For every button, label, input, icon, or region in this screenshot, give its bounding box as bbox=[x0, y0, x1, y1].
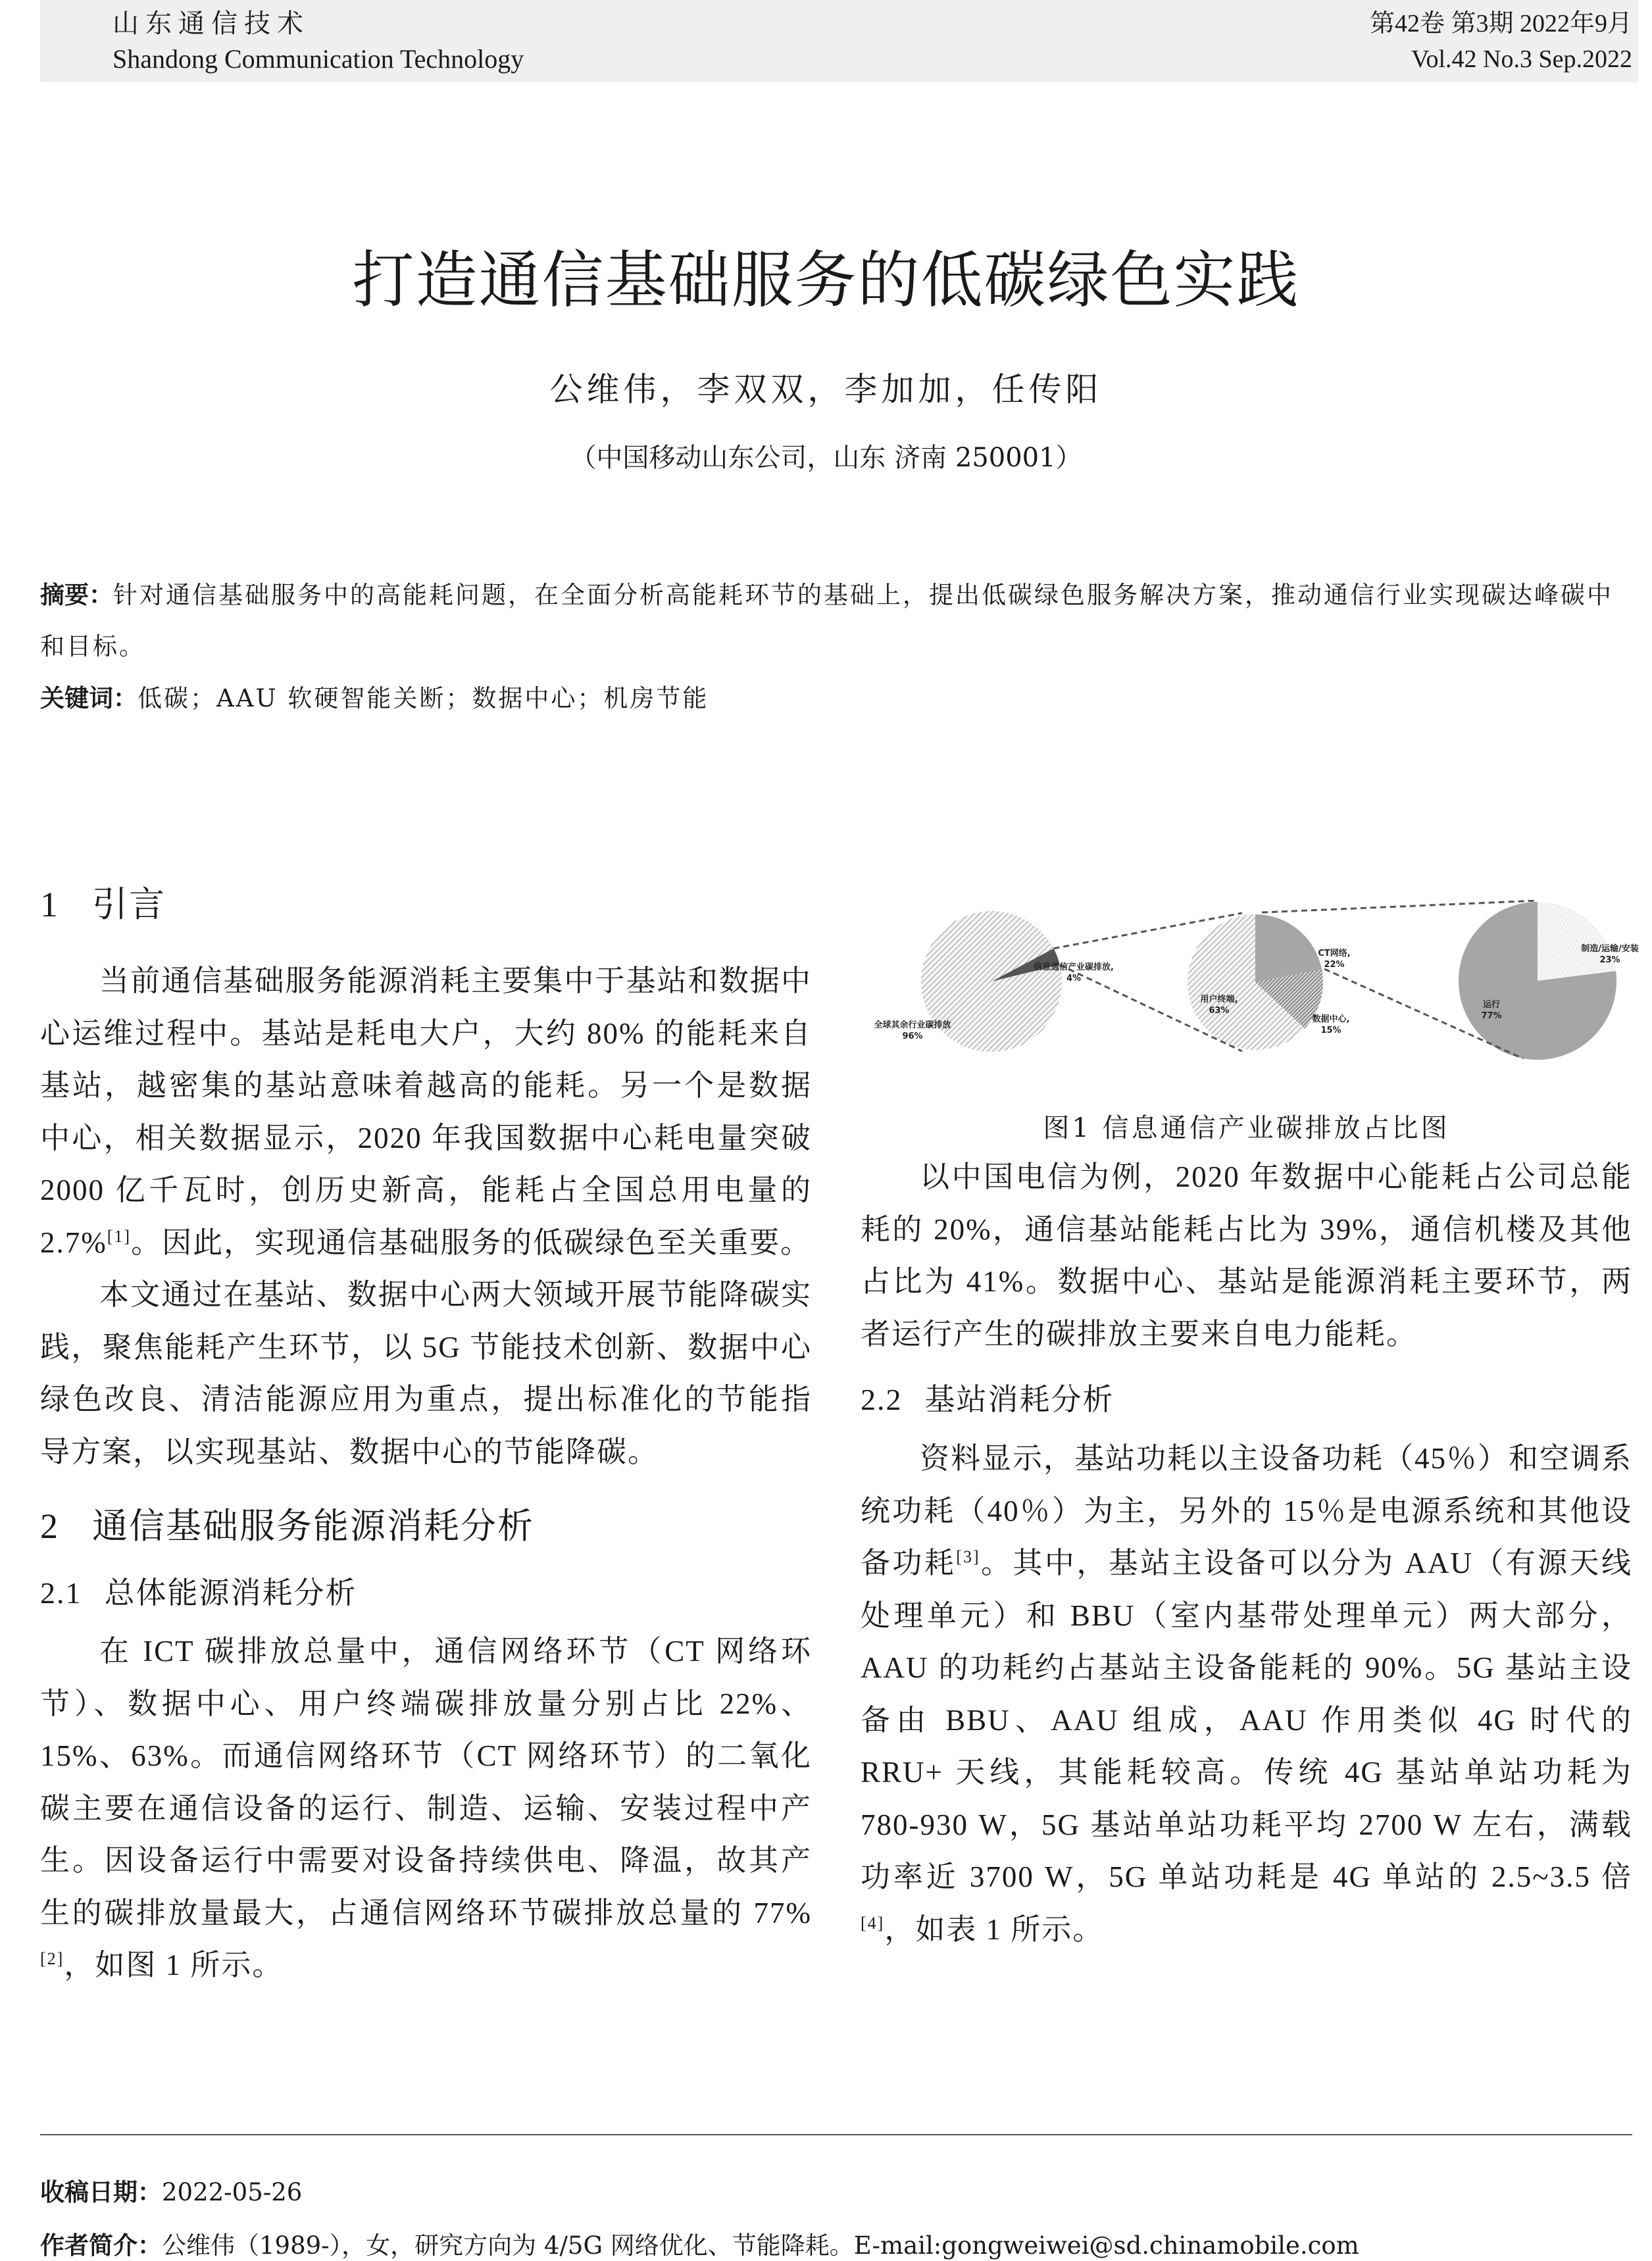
paper-title: 打造通信基础服务的低碳绿色实践 bbox=[352, 245, 1300, 316]
issue-en: Vol.42 No.3 Sep.2022 bbox=[1411, 45, 1632, 73]
section-number: 1 bbox=[40, 885, 59, 924]
text: 在 ICT 碳排放总量中，通信网络环节（CT 网络环节）、数据中心、用户终端碳排放量分别占比 22%、15%、63%。而通信网络环节（CT 网络环节）的二氧化碳主要在通信设备的运行、制造、运输、安装过程中产生。因设备运行中需要对设备持续供电、降温，故其产生的碳排放量最大，占通信网络环节碳排放总量的 77% bbox=[40, 1635, 812, 1929]
section-2-1-heading bbox=[40, 1566, 812, 1626]
affiliation: （中国移动山东公司，山东 济南 250001） bbox=[570, 443, 1082, 473]
citation: [2] bbox=[40, 1949, 64, 1968]
bio-text: 公维伟（1989-），女，研究方向为 4/5G 网络优化、节能降耗。E-mail:gongweiwei@sd.chinamobile.com bbox=[162, 2231, 1359, 2260]
slice-value-label: 96% bbox=[902, 1031, 923, 1041]
slice-name-label: 全球其余行业碳排放 bbox=[874, 1020, 951, 1030]
left-column bbox=[40, 875, 812, 1992]
section-2-2-heading bbox=[861, 1366, 1632, 1433]
abstract-label: 摘要： bbox=[40, 581, 113, 609]
abstract bbox=[40, 570, 1632, 672]
slice-name-label: 数据中心, bbox=[1312, 1014, 1350, 1024]
figure-caption: 图1 信息通信产业碳排放占比图 bbox=[1043, 1113, 1450, 1143]
slice-name-label: 制造/运输/安装 bbox=[1581, 944, 1639, 954]
abstract-text: 针对通信基础服务中的高能耗问题，在全面分析高能耗环节的基础上，提出低碳绿色服务解决方案，推动通信行业实现碳达峰碳中和目标。 bbox=[40, 581, 1613, 660]
figure-1-pie-charts bbox=[855, 882, 1645, 1092]
text: ，如表 1 所示。 bbox=[884, 1912, 1104, 1946]
section-1-heading bbox=[40, 875, 812, 955]
paragraph bbox=[40, 955, 812, 1269]
pie-slice bbox=[1538, 902, 1616, 981]
text: 当前通信基础服务能源消耗主要集中于基站和数据中心运维过程中。基站是耗电大户，大约 80% 的能耗来自基站，越密集的基站意味着越高的能耗。另一个是数据中心，相关数据显示，2020 年我国数据中心耗电量突破 2000 亿千瓦时，创历史新高，能耗占全国总用电量的 2.7% bbox=[40, 964, 812, 1259]
slice-value-label: 77% bbox=[1481, 1011, 1502, 1021]
connector-line bbox=[1262, 901, 1538, 912]
section-number: 2 bbox=[40, 1506, 59, 1546]
paragraph: 本文通过在基站、数据中心两大领域开展节能降碳实践，聚焦能耗产生环节，以 5G 节能技术创新、数据中心绿色改良、清洁能源应用为重点，提出标准化的节能指导方案，以实现基站、数据中心的节能降碳。 bbox=[40, 1278, 812, 1468]
paragraph: 以中国电信为例，2020 年数据中心能耗占公司总能耗的 20%，通信基站能耗占比为 39%，通信机楼及其他占比为 41%。数据中心、基站是能源消耗主要环节，两者运行产生的碳排放主要来自电力能耗。 bbox=[861, 1160, 1632, 1351]
slice-value-label: 63% bbox=[1209, 1006, 1230, 1016]
section-number: 2.2 bbox=[861, 1383, 903, 1416]
text: 。其中，基站主设备可以分为 AAU（有源天线处理单元）和 BBU（室内基带处理单元）两大部分，AAU 的功耗约占基站主设备能耗的 90%。5G 基站主设备由 BBU、AAU 组成，AAU 作用类似 4G 时代的 RRU+ 天线，其能耗较高。传统 4G 基站单站功耗为 780-930 W，5G 基站单站功耗平均 2700 W 左右，满载功率近 3700 W，5G 单站功耗是 4G 单站的 2.5~3.5 倍 bbox=[861, 1547, 1632, 1893]
text: 。因此，实现通信基础服务的低碳绿色至关重要。 bbox=[131, 1226, 812, 1259]
journal-name-cn: 山 东 通 信 技 术 bbox=[113, 9, 303, 38]
slice-name-label: 信息通信产业碳排放, bbox=[1034, 962, 1114, 972]
section-number: 2.1 bbox=[40, 1576, 82, 1610]
issue-cn: 第42卷 第3期 2022年9月 bbox=[1369, 10, 1632, 37]
footnote-divider bbox=[40, 2134, 1632, 2135]
journal-header bbox=[40, 0, 1639, 82]
citation: [1] bbox=[107, 1226, 132, 1246]
received-label: 收稿日期： bbox=[40, 2178, 162, 2206]
pie-slice bbox=[921, 911, 1062, 1052]
section-title: 引言 bbox=[92, 883, 166, 925]
text: ，如图 1 所示。 bbox=[64, 1949, 284, 1981]
citation: [3] bbox=[956, 1547, 980, 1566]
slice-name-label: 用户终端, bbox=[1200, 995, 1238, 1005]
author-bio bbox=[40, 2225, 1359, 2261]
section-2-heading bbox=[40, 1486, 812, 1566]
paragraph bbox=[861, 1433, 1632, 1956]
paragraph bbox=[40, 1626, 812, 1992]
citation: [4] bbox=[861, 1913, 885, 1933]
slice-name-label: CT网络, bbox=[1318, 949, 1351, 958]
received-value: 2022-05-26 bbox=[162, 2178, 303, 2206]
right-column bbox=[861, 1151, 1632, 1956]
section-title: 基站消耗分析 bbox=[924, 1381, 1114, 1417]
authors: 公维伟，李双双，李加加，任传阳 bbox=[549, 370, 1103, 409]
text: 资料显示，基站功耗以主设备功耗（45％）和空调系统功耗（40％）为主，另外的 15％是电源系统和其他设备功耗 bbox=[861, 1442, 1633, 1579]
section-title: 总体能源消耗分析 bbox=[104, 1575, 357, 1610]
slice-value-label: 15% bbox=[1320, 1026, 1341, 1035]
slice-value-label: 22% bbox=[1324, 960, 1345, 970]
slice-name-label: 运行 bbox=[1482, 1000, 1501, 1010]
keywords-label: 关键词： bbox=[40, 684, 138, 712]
section-title: 通信基础服务能源消耗分析 bbox=[92, 1505, 534, 1547]
slice-value-label: 4% bbox=[1066, 974, 1082, 983]
keywords-text: 低碳；AAU 软硬智能关断；数据中心；机房节能 bbox=[138, 684, 709, 712]
journal-name-en: Shandong Communication Technology bbox=[113, 44, 524, 74]
keywords bbox=[40, 673, 1632, 724]
slice-value-label: 23% bbox=[1599, 955, 1620, 965]
bio-label: 作者简介： bbox=[40, 2231, 162, 2260]
received-date bbox=[40, 2172, 302, 2208]
